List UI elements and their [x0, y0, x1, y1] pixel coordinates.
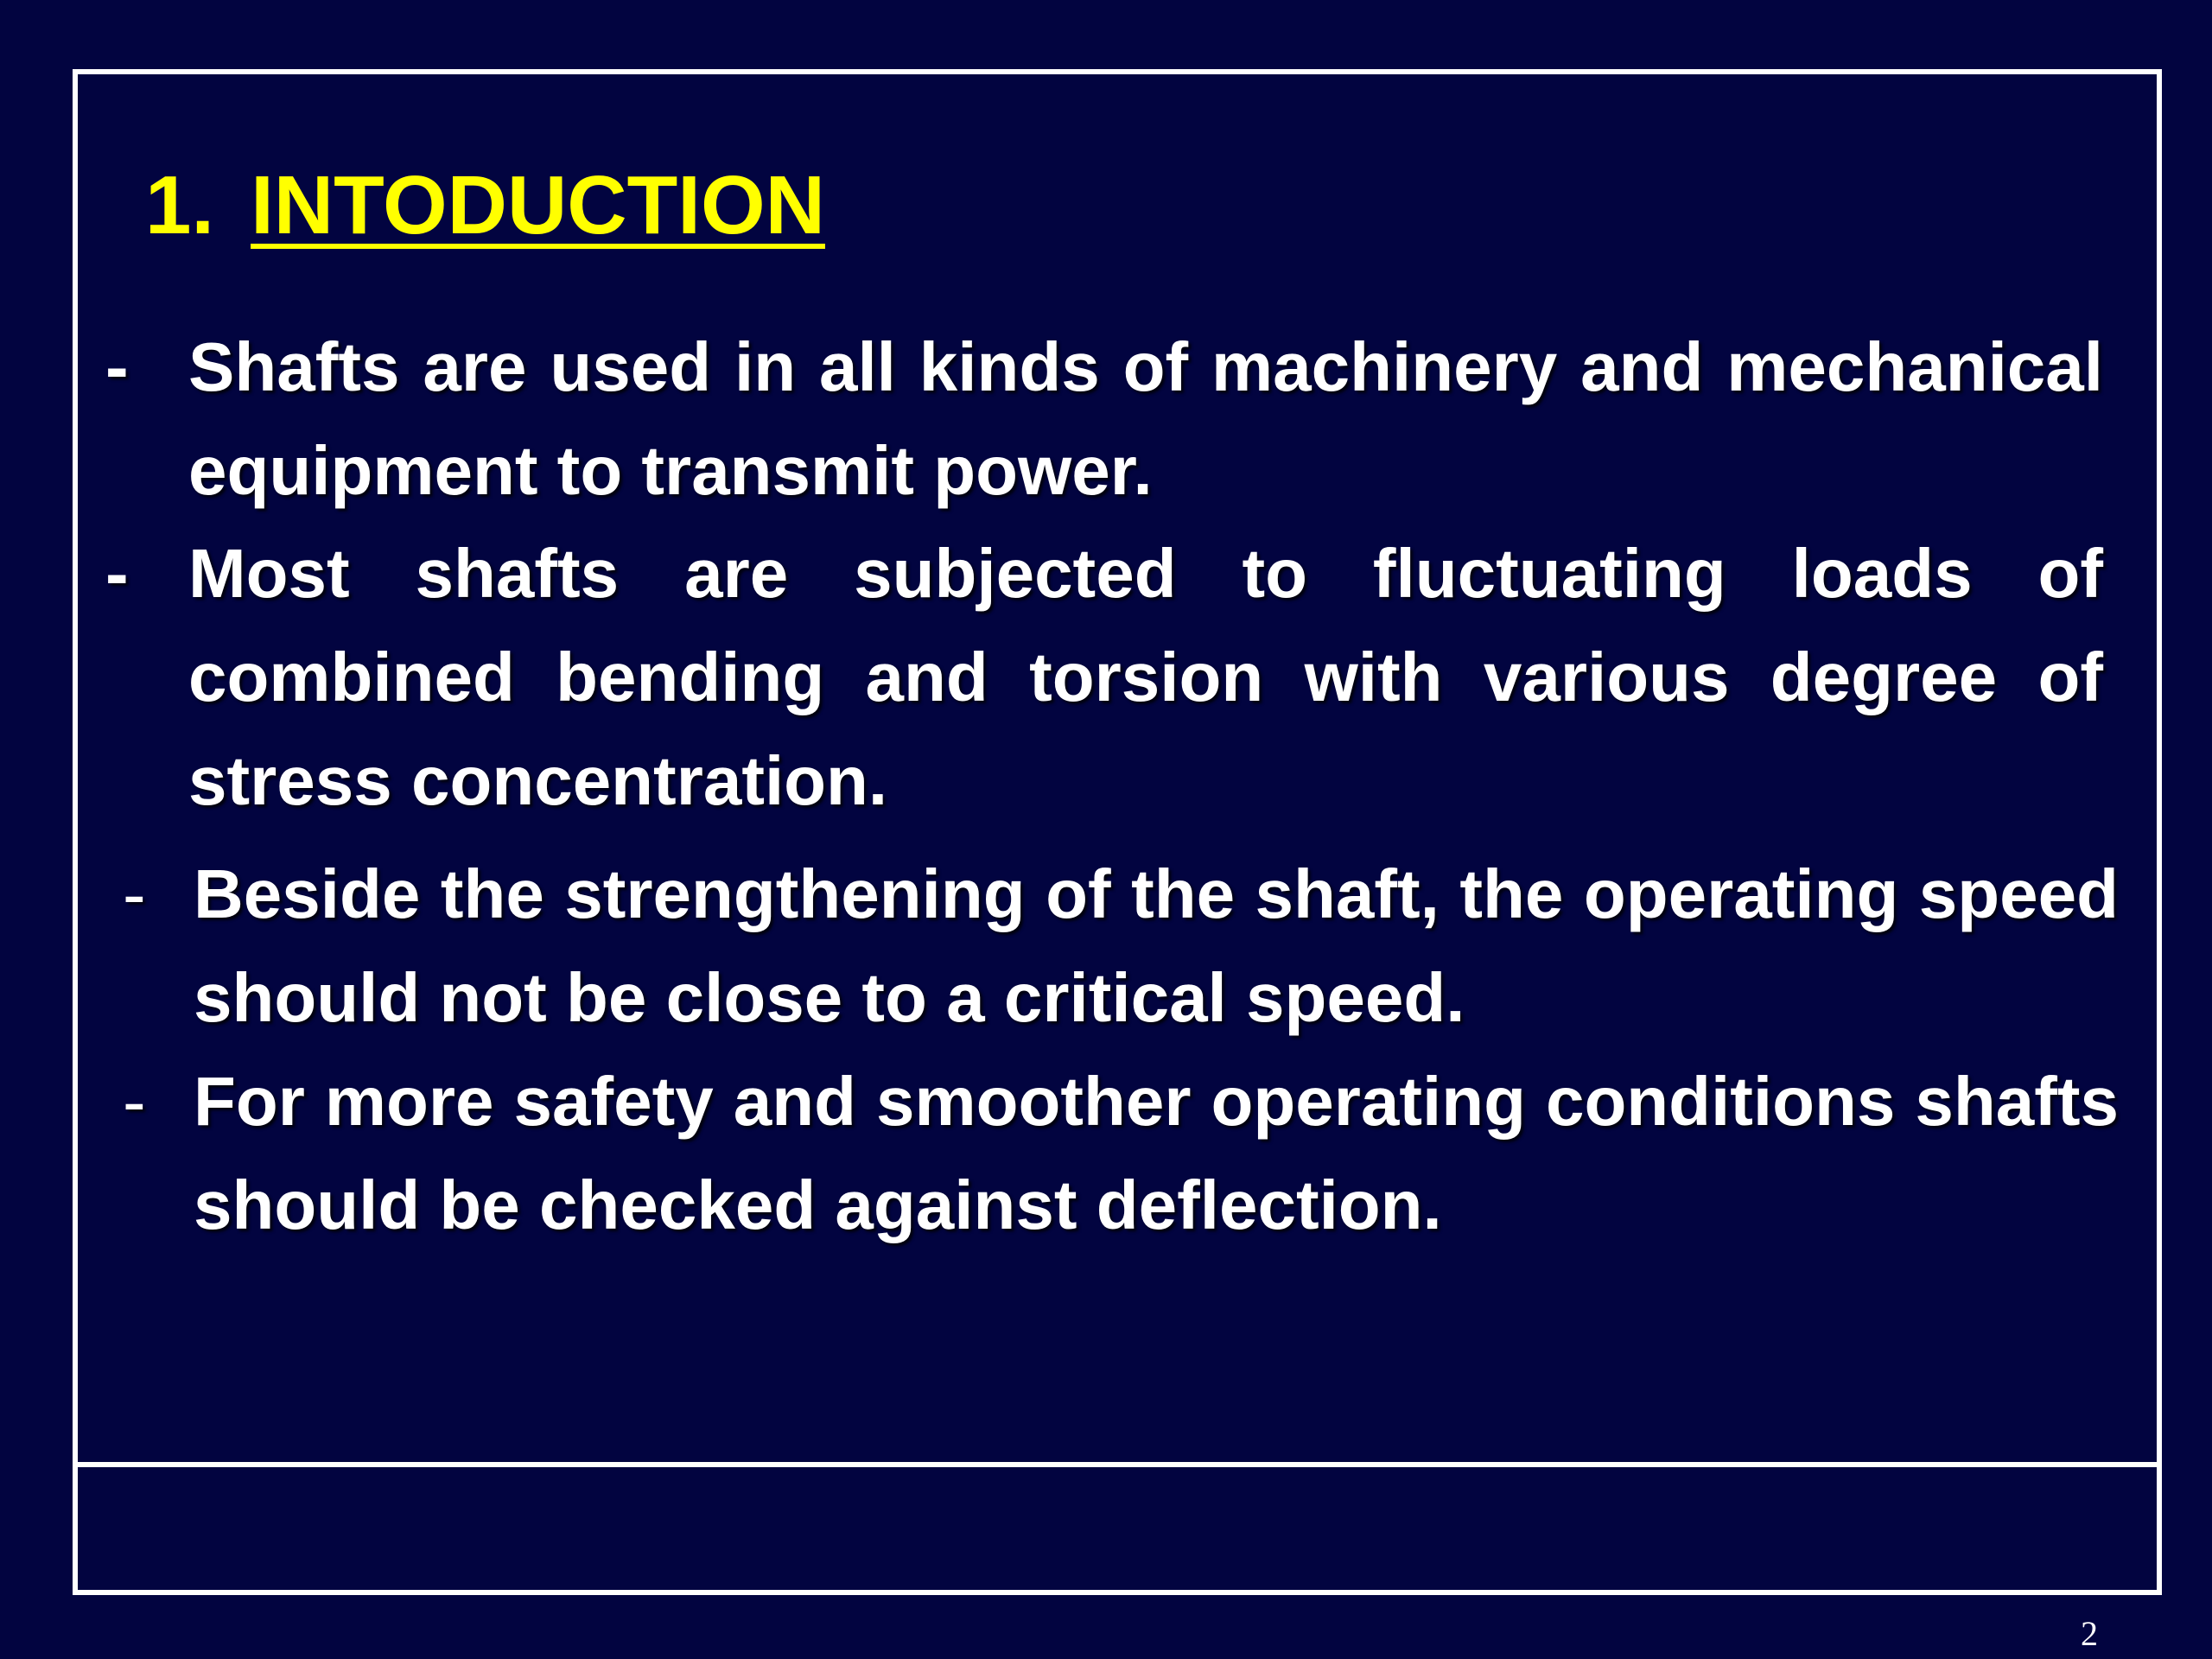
- bullet-2: [105, 522, 2103, 833]
- bullet-text: [105, 315, 2103, 523]
- bullet-text-body: For more safety and smoother operating conditions shafts should be checked against deflection.: [194, 1063, 2119, 1243]
- bullet-dash: -: [123, 1063, 146, 1140]
- bullet-4: [123, 1050, 2119, 1257]
- bullet-dash: -: [105, 535, 129, 612]
- bullet-dash: -: [123, 855, 146, 932]
- bullet-dash: -: [105, 328, 129, 405]
- title-number: 1.: [145, 159, 215, 251]
- bullet-text: [105, 522, 2103, 833]
- page-number: 2: [2081, 1614, 2098, 1653]
- bullet-text: [123, 842, 2119, 1050]
- bullet-3: [123, 842, 2119, 1050]
- bullet-text-body: Beside the strengthening of the shaft, the operating speed should not be close to a critical speed.: [194, 855, 2119, 1036]
- bullet-1: [105, 315, 2103, 523]
- bullet-text: [123, 1050, 2119, 1257]
- footer-divider: [73, 1462, 2162, 1467]
- title-text: INTODUCTION: [251, 159, 825, 251]
- bullet-text-body: Shafts are used in all kinds of machinery and mechanical equipment to transmit power.: [188, 328, 2103, 509]
- bullet-text-body: Most shafts are subjected to fluctuating loads of combined bending and torsion with various degree of stress concentration.: [188, 535, 2103, 819]
- slide-title: [145, 154, 825, 257]
